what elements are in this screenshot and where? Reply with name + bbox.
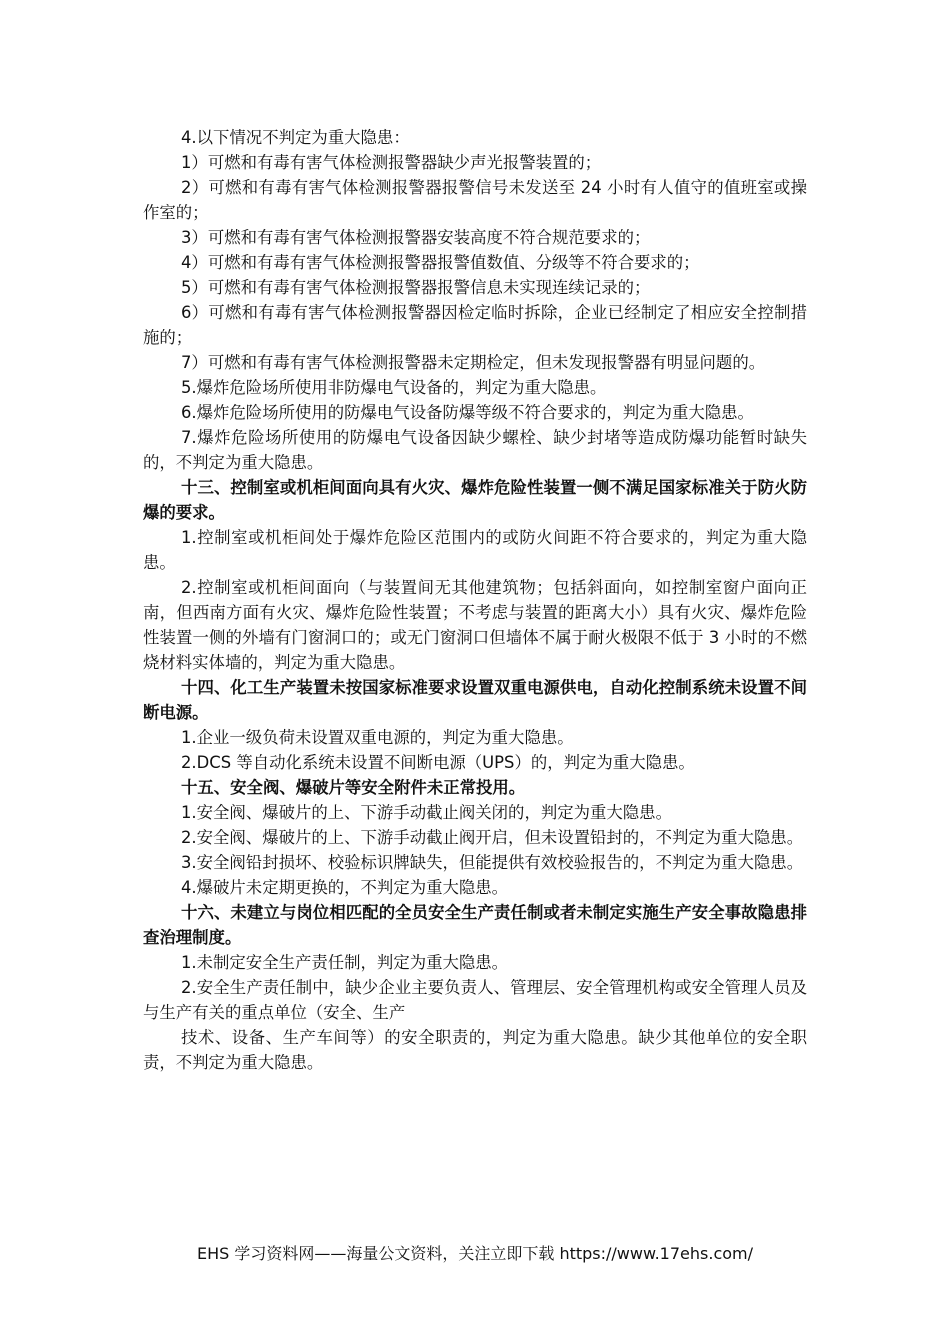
paragraph-3: 3）可燃和有毒有害气体检测报警器安装高度不符合规范要求的； xyxy=(181,228,651,247)
paragraph-20: 3.安全阀铅封损坏、校验标识牌缺失，但能提供有效校验报告的，不判定为重大隐患。 xyxy=(181,853,804,872)
paragraph-16: 2.DCS 等自动化系统未设置不间断电源（UPS）的，判定为重大隐患。 xyxy=(181,753,695,772)
paragraph-10: 7.爆炸危险场所使用的防爆电气设备因缺少螺栓、缺少封堵等造成防爆功能暂时缺失的，不判定为重大隐患。 xyxy=(143,428,807,472)
paragraph-0: 4.以下情况不判定为重大隐患： xyxy=(181,128,410,147)
paragraph-12: 1.控制室或机柜间处于爆炸危险区范围内的或防火间距不符合要求的，判定为重大隐患。 xyxy=(143,528,807,572)
paragraph-8: 5.爆炸危险场所使用非防爆电气设备的，判定为重大隐患。 xyxy=(181,378,607,397)
paragraph-13: 2.控制室或机柜间面向（与装置间无其他建筑物；包括斜面向，如控制室窗户面向正南，但西南方面有火灾、爆炸危险性装置；不考虑与装置的距离大小）具有火灾、爆炸危险性装置一侧的外墙有门窗洞口的；或无门窗洞口但墙体不属于耐火极限不低于 3 小时的不燃烧材料实体墙的，判定为重大隐患。 xyxy=(143,578,807,672)
section-heading-16: 十六、未建立与岗位相匹配的全员安全生产责任制或者未制定实施生产安全事故隐患排查治理制度。 xyxy=(143,903,807,947)
paragraph-4: 4）可燃和有毒有害气体检测报警器报警值数值、分级等不符合要求的； xyxy=(181,253,700,272)
document-body xyxy=(143,125,807,1075)
paragraph-7: 7）可燃和有毒有害气体检测报警器未定期检定，但未发现报警器有明显问题的。 xyxy=(181,353,766,372)
section-heading-15: 十五、安全阀、爆破片等安全附件未正常投用。 xyxy=(181,778,526,797)
paragraph-2: 2）可燃和有毒有害气体检测报警器报警信号未发送至 24 小时有人值守的值班室或操作室的； xyxy=(143,178,807,222)
paragraph-25: 技术、设备、生产车间等）的安全职责的，判定为重大隐患。缺少其他单位的安全职责，不判定为重大隐患。 xyxy=(143,1028,807,1072)
paragraph-5: 5）可燃和有毒有害气体检测报警器报警信息未实现连续记录的； xyxy=(181,278,651,297)
paragraph-1: 1）可燃和有毒有害气体检测报警器缺少声光报警装置的； xyxy=(181,153,602,172)
paragraph-23: 1.未制定安全生产责任制，判定为重大隐患。 xyxy=(181,953,509,972)
paragraph-18: 1.安全阀、爆破片的上、下游手动截止阀关闭的，判定为重大隐患。 xyxy=(181,803,672,822)
paragraph-21: 4.爆破片未定期更换的，不判定为重大隐患。 xyxy=(181,878,509,897)
section-heading-14: 十四、化工生产装置未按国家标准要求设置双重电源供电，自动化控制系统未设置不间断电源。 xyxy=(143,678,807,722)
paragraph-19: 2.安全阀、爆破片的上、下游手动截止阀开启，但未设置铅封的，不判定为重大隐患。 xyxy=(181,828,804,847)
paragraph-9: 6.爆炸危险场所使用的防爆电气设备防爆等级不符合要求的，判定为重大隐患。 xyxy=(181,403,754,422)
paragraph-6: 6）可燃和有毒有害气体检测报警器因检定临时拆除，企业已经制定了相应安全控制措施的； xyxy=(143,303,807,347)
paragraph-15: 1.企业一级负荷未设置双重电源的，判定为重大隐患。 xyxy=(181,728,574,747)
page-footer: EHS 学习资料网——海量公文资料，关注立即下载 https://www.17ehs.com/ xyxy=(196,1244,754,1263)
paragraph-24: 2.安全生产责任制中，缺少企业主要负责人、管理层、安全管理机构或安全管理人员及与生产有关的重点单位（安全、生产 xyxy=(143,978,807,1022)
section-heading-13: 十三、控制室或机柜间面向具有火灾、爆炸危险性装置一侧不满足国家标准关于防火防爆的要求。 xyxy=(143,478,807,522)
